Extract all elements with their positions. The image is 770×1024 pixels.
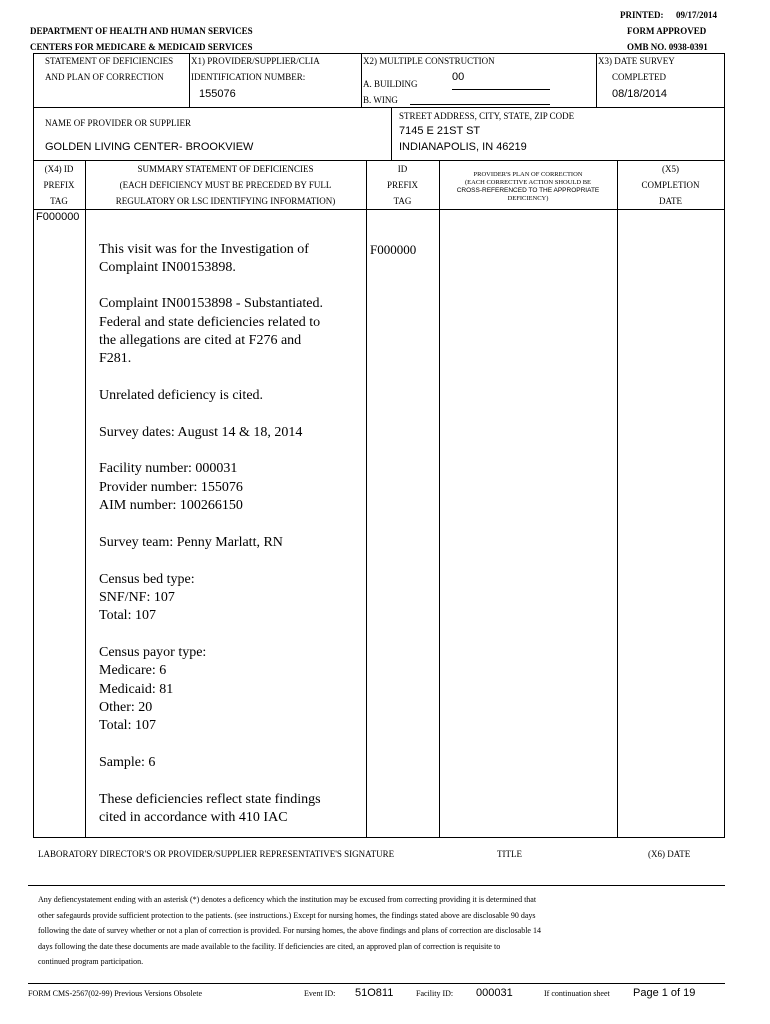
body-line: Other: 20 xyxy=(99,700,153,715)
body-line: Medicare: 6 xyxy=(99,663,167,678)
provider-name: GOLDEN LIVING CENTER- BROOKVIEW xyxy=(45,141,254,153)
x2-value: 00 xyxy=(452,71,465,83)
left-tag: F000000 xyxy=(36,211,80,223)
x4-label-3: TAG xyxy=(50,196,68,206)
disclaimer-line: continued program participation. xyxy=(38,957,144,966)
id-label-1: ID xyxy=(397,164,408,174)
x3-label-1: X3) DATE SURVEY xyxy=(598,56,675,66)
printed-date: 09/17/2014 xyxy=(676,10,718,20)
body-line: Census payor type: xyxy=(99,645,207,660)
event-id-value: 51O811 xyxy=(355,987,394,999)
page-number: Page 1 of 19 xyxy=(633,987,696,999)
x5-label-1: (X5) xyxy=(662,164,679,174)
plan-label-1: PROVIDER'S PLAN OF CORRECTION xyxy=(473,171,583,178)
address-line-2: INDIANAPOLIS, IN 46219 xyxy=(399,141,527,153)
form-approved: FORM APPROVED xyxy=(627,26,707,36)
body-line: Federal and state deficiencies related to xyxy=(99,315,321,330)
provider-name-label: NAME OF PROVIDER OR SUPPLIER xyxy=(45,118,192,128)
facility-id-value: 000031 xyxy=(476,987,513,999)
right-tag: F000000 xyxy=(370,242,417,257)
event-id-label: Event ID: xyxy=(304,989,336,998)
x4-label-2: PREFIX xyxy=(43,180,75,190)
body-line: AIM number: 100266150 xyxy=(99,498,243,513)
department-title: DEPARTMENT OF HEALTH AND HUMAN SERVICES xyxy=(30,26,253,36)
summary-label-3: REGULATORY OR LSC IDENTIFYING INFORMATION) xyxy=(115,196,336,206)
plan-label-3: CROSS-REFERENCED TO THE APPROPRIATE xyxy=(456,187,600,194)
provider-id: 155076 xyxy=(199,88,236,100)
body-line: Facility number: 000031 xyxy=(99,461,238,476)
body-line: These deficiencies reflect state findings xyxy=(99,792,321,807)
form-number: FORM CMS-2567(02-99) Previous Versions Obsolete xyxy=(28,989,203,998)
x6-date-label: (X6) DATE xyxy=(648,849,691,859)
x5-label-3: DATE xyxy=(659,196,682,206)
disclaimer-line: following the date of survey whether or not a plan of correction is provided. For nursing homes, the above findings and plans of correction are disclosable 14 xyxy=(38,926,541,935)
body-line: cited in accordance with 410 IAC xyxy=(99,810,288,825)
disclaimer-line: Any defiencystatement ending with an asterisk (*) denotes a deficency which the institution may be excused from correcting providing it is determined that xyxy=(38,895,537,904)
plan-label-4: DEFICIENCY) xyxy=(507,195,549,202)
body-line: SNF/NF: 107 xyxy=(99,590,175,605)
x5-label-2: COMPLETION xyxy=(641,180,700,190)
address-line-1: 7145 E 21ST ST xyxy=(399,125,481,137)
printed-label: PRINTED: xyxy=(620,10,664,20)
plan-label-2: (EACH CORRECTIVE ACTION SHOULD BE xyxy=(464,179,592,186)
body-line: Total: 107 xyxy=(99,718,156,733)
continuation-label: If continuation sheet xyxy=(544,989,610,998)
summary-label-1: SUMMARY STATEMENT OF DEFICIENCIES xyxy=(137,164,314,174)
centers-title: CENTERS FOR MEDICARE & MEDICAID SERVICES xyxy=(30,42,253,52)
body-line: Complaint IN00153898. xyxy=(99,260,236,275)
disclaimer-line: other safegaurds provide sufficient protection to the patients. (see instructions.) Except for nursing homes, the findings stated above are disclosable 90 days xyxy=(38,911,536,920)
body-line: Total: 107 xyxy=(99,608,156,623)
body-line: Provider number: 155076 xyxy=(99,480,243,495)
facility-id-label: Facility ID: xyxy=(416,989,454,998)
body-line: Survey team: Penny Marlatt, RN xyxy=(99,535,283,550)
survey-date: 08/18/2014 xyxy=(612,88,668,100)
building-label: A. BUILDING xyxy=(363,79,418,89)
statement-label-1: STATEMENT OF DEFICIENCIES xyxy=(45,56,174,66)
signature-label: LABORATORY DIRECTOR'S OR PROVIDER/SUPPLIER REPRESENTATIVE'S SIGNATURE xyxy=(38,849,395,859)
id-label-3: TAG xyxy=(393,196,412,206)
x4-label-1: (X4) ID xyxy=(44,164,74,174)
omb-number: OMB NO. 0938-0391 xyxy=(627,42,708,52)
x2-label: X2) MULTIPLE CONSTRUCTION xyxy=(363,56,495,66)
body-line: Complaint IN00153898 - Substantiated. xyxy=(99,296,323,311)
disclaimer-line: days following the date these documents are made available to the facility. If deficiencies are cited, an approved plan of correction is requisite to xyxy=(38,942,501,951)
body-line: Census bed type: xyxy=(99,572,195,587)
wing-label: B. WING xyxy=(363,95,398,105)
body-line: Medicaid: 81 xyxy=(99,682,174,697)
body-line: This visit was for the Investigation of xyxy=(99,242,309,257)
body-line: F281. xyxy=(99,351,132,366)
x3-label-2: COMPLETED xyxy=(612,72,666,82)
x1-label-2: IDENTIFICATION NUMBER: xyxy=(191,72,306,82)
id-label-2: PREFIX xyxy=(386,180,418,190)
body-line: Sample: 6 xyxy=(99,755,156,770)
title-label: TITLE xyxy=(497,849,522,859)
summary-label-2: (EACH DEFICIENCY MUST BE PRECEDED BY FULL xyxy=(119,180,332,190)
statement-label-2: AND PLAN OF CORRECTION xyxy=(45,72,164,82)
body-line: the allegations are cited at F276 and xyxy=(99,333,302,348)
x1-label-1: X1) PROVIDER/SUPPLIER/CLIA xyxy=(191,56,320,66)
body-line: Unrelated deficiency is cited. xyxy=(99,388,264,403)
body-line: Survey dates: August 14 & 18, 2014 xyxy=(99,425,303,440)
address-label: STREET ADDRESS, CITY, STATE, ZIP CODE xyxy=(399,111,575,121)
